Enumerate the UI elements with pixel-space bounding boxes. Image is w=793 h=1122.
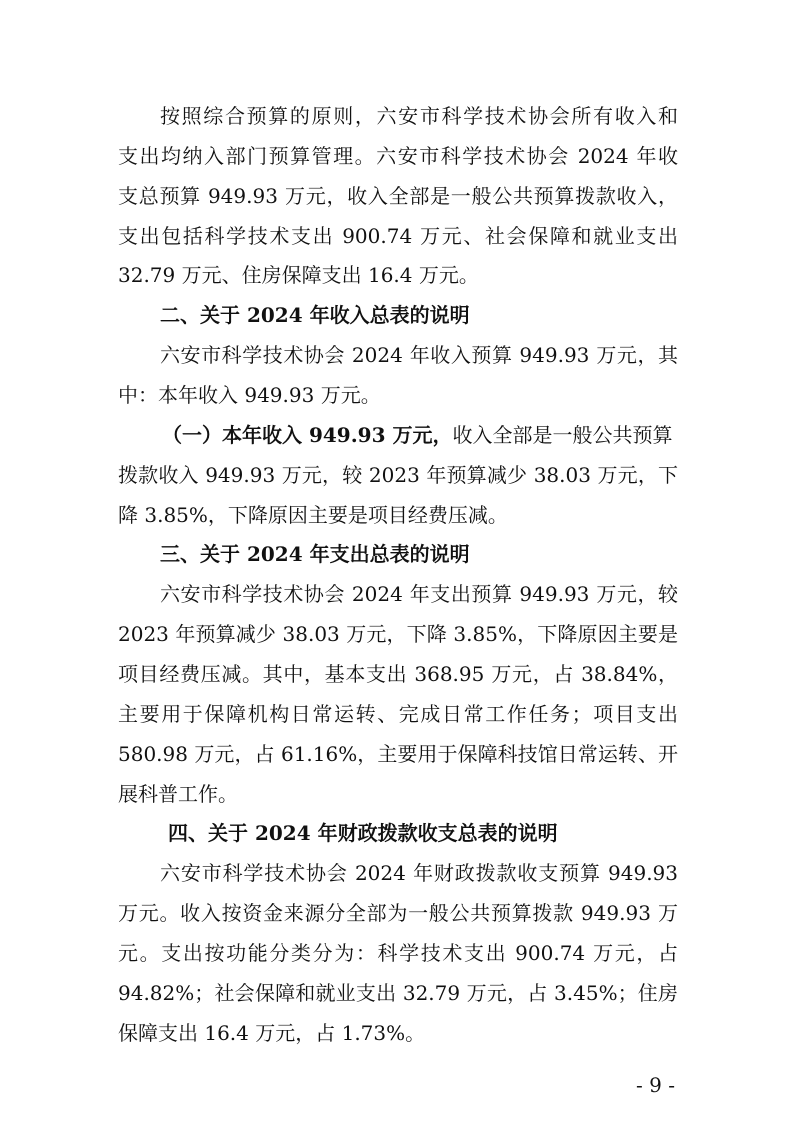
section2-heading: 二、关于 2024 年收入总表的说明 bbox=[160, 303, 470, 328]
page-number: - 9 - bbox=[636, 1073, 675, 1097]
section2-sub1-line-1 bbox=[162, 420, 672, 450]
section4-line-3: 元。支出按功能分类分为：科学技术支出 900.74 万元，占 bbox=[118, 940, 678, 965]
section4-heading: 四、关于 2024 年财政拨款收支总表的说明 bbox=[168, 821, 558, 846]
para1-line-2: 支出均纳入部门预算管理。六安市科学技术协会 2024 年收 bbox=[118, 143, 678, 168]
section3-line-4: 主要用于保障机构日常运转、完成日常工作任务；项目支出 bbox=[118, 701, 678, 726]
section4-line-1: 六安市科学技术协会 2024 年财政拨款收支预算 949.93 bbox=[160, 861, 678, 886]
section3-line-1: 六安市科学技术协会 2024 年支出预算 949.93 万元，较 bbox=[160, 582, 678, 607]
para1-line-5: 32.79 万元、住房保障支出 16.4 万元。 bbox=[118, 263, 479, 288]
section2-sub1-text: 收入全部是一般公共预算 bbox=[452, 422, 673, 447]
para1-line-4: 支出包括科学技术支出 900.74 万元、社会保障和就业支出 bbox=[118, 223, 678, 248]
section2-sub1-line-2: 拨款收入 949.93 万元，较 2023 年预算减少 38.03 万元，下 bbox=[118, 462, 678, 487]
section4-line-4: 94.82%；社会保障和就业支出 32.79 万元，占 3.45%；住房 bbox=[118, 980, 678, 1005]
section3-line-5: 580.98 万元，占 61.16%，主要用于保障科技馆日常运转、开 bbox=[118, 741, 678, 766]
section3-line-6: 展科普工作。 bbox=[118, 781, 238, 806]
section4-line-2: 万元。收入按资金来源分全部为一般公共预算拨款 949.93 万 bbox=[118, 901, 678, 926]
para1-line-1: 按照综合预算的原则，六安市科学技术协会所有收入和 bbox=[160, 104, 678, 128]
para1-line-3: 支总预算 949.93 万元，收入全部是一般公共预算拨款收入， bbox=[118, 183, 678, 208]
section4-line-5: 保障支出 16.4 万元，占 1.73%。 bbox=[118, 1020, 426, 1045]
section3-line-3: 项目经费压减。其中，基本支出 368.95 万元，占 38.84%， bbox=[118, 661, 678, 686]
section2-para1-line-1: 六安市科学技术协会 2024 年收入预算 949.93 万元，其 bbox=[160, 343, 678, 368]
section2-para1-line-2: 中：本年收入 949.93 万元。 bbox=[118, 382, 381, 407]
section2-sub1-title: （一）本年收入 949.93 万元， bbox=[162, 422, 453, 447]
section3-line-2: 2023 年预算减少 38.03 万元，下降 3.85%，下降原因主要是 bbox=[118, 622, 678, 647]
section3-heading: 三、关于 2024 年支出总表的说明 bbox=[160, 542, 470, 567]
section2-sub1-line-3: 降 3.85%，下降原因主要是项目经费压减。 bbox=[118, 502, 508, 527]
